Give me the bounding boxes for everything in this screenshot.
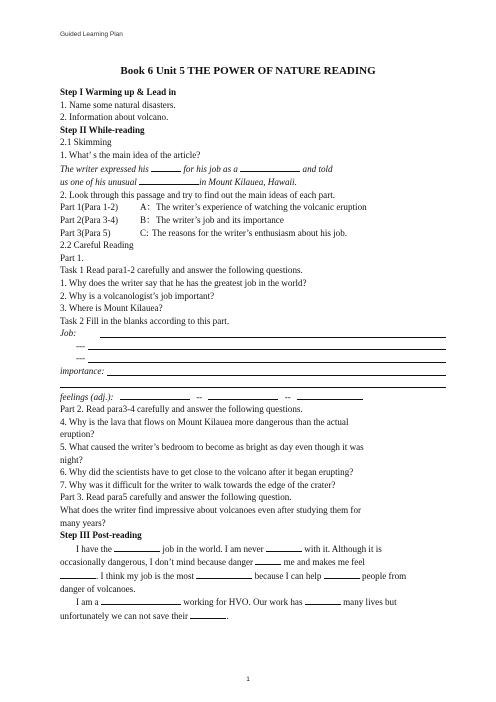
importance-row	[60, 365, 446, 378]
skimming-heading: 2.1 Skimming	[60, 137, 112, 148]
skimming-question-2: 2. Look through this passage and try to find out the main ideas of each part.	[60, 189, 336, 200]
summary-line: danger of volcanoes.	[60, 583, 136, 594]
answer-line[interactable]	[107, 366, 446, 376]
summary-line	[60, 555, 446, 569]
summary-text: because I can help	[254, 570, 322, 581]
answer-line[interactable]	[60, 378, 446, 388]
part-letter: C:	[140, 227, 149, 238]
separator: --	[284, 391, 291, 402]
part1-heading: Part 1.	[60, 252, 84, 263]
summary-text: working for HVO. Our work has	[183, 597, 303, 608]
summary-line	[60, 595, 446, 609]
main-idea-line-1	[60, 162, 446, 176]
feelings-row	[60, 390, 446, 404]
part3-question: many years?	[60, 517, 106, 528]
task1-question: 1. Why does the writer say that he has the greatest job in the world?	[60, 277, 307, 288]
step1-item: 2. Information about volcano.	[60, 112, 169, 123]
main-idea-text: us one of his unusual	[60, 177, 137, 188]
summary-text: .	[226, 610, 229, 621]
skimming-question-1: 1. What’ s the main idea of the article?	[60, 149, 201, 160]
part-letter: A：	[140, 202, 156, 213]
document-title: Book 6 Unit 5 THE POWER OF NATURE READING	[120, 65, 376, 77]
answer-blank[interactable]	[60, 569, 96, 579]
separator: --	[196, 391, 203, 402]
task1-question: 2. Why is a volcanologist’s job important?	[60, 290, 215, 301]
step2-heading: Step II While-reading	[60, 124, 145, 135]
answer-blank[interactable]	[297, 390, 363, 400]
dash-marker: ---	[76, 340, 86, 351]
answer-blank[interactable]	[120, 390, 190, 400]
answer-line[interactable]	[88, 353, 446, 363]
job-row	[60, 340, 446, 353]
summary-line	[60, 569, 446, 583]
step3-heading: Step III Post-reading	[60, 530, 142, 541]
feelings-label: feelings (adj.):	[60, 391, 114, 402]
importance-row	[60, 378, 446, 390]
answer-line[interactable]	[100, 328, 446, 338]
page-header: Guided Learning Plan	[60, 31, 123, 38]
part2-question: 7. Why was it difficult for the writer to walk towards the edge of the crater?	[60, 479, 336, 490]
part-text: The writer’s job and its importance	[156, 214, 284, 225]
job-row	[60, 327, 446, 340]
answer-line[interactable]	[88, 340, 446, 350]
answer-blank[interactable]	[266, 542, 302, 552]
answer-blank[interactable]	[139, 175, 199, 185]
part3-question: What does the writer find impressive about volcanoes even after studying them for	[60, 505, 362, 515]
part2-instruction: Part 2. Read para3-4 carefully and answer the following questions.	[60, 404, 303, 415]
answer-blank[interactable]	[324, 569, 360, 579]
answer-blank[interactable]	[101, 595, 181, 605]
answer-blank[interactable]	[114, 542, 160, 552]
summary-text: occasionally dangerous, I don’t mind because danger	[60, 557, 254, 568]
part2-question: 4. Why is the lava that flows on Mount Kilauea more dangerous than the actual	[60, 416, 349, 427]
summary-text: . I think my job is the most	[96, 570, 195, 581]
answer-blank[interactable]	[196, 569, 252, 579]
worksheet-body	[60, 86, 446, 622]
part3-instruction: Part 3. Read para5 carefully and answer the following question.	[60, 492, 292, 503]
dash-marker: ---	[76, 353, 86, 364]
answer-blank[interactable]	[151, 162, 181, 172]
answer-blank[interactable]	[190, 609, 229, 621]
main-idea-line-2	[60, 175, 446, 189]
answer-blank[interactable]	[208, 390, 278, 400]
main-idea-text: in Mount Kilauea, Hawaii.	[199, 177, 297, 188]
main-idea-text: The writer expressed his	[60, 163, 149, 174]
task1-question: 3. Where is Mount Kilauea?	[60, 303, 163, 314]
part-text: The reasons for the writer’s enthusiasm about his job.	[152, 227, 348, 238]
part-main-idea	[60, 227, 446, 240]
summary-text: me and makes me feel	[283, 557, 365, 568]
answer-blank[interactable]	[255, 555, 281, 565]
part-text: The writer’s experience of watching the volcanic eruption	[156, 202, 367, 213]
summary-text: people from	[362, 570, 407, 581]
summary-text: job in the world. I am never	[162, 543, 264, 554]
step1-heading: Step I Warming up & Lead in	[60, 87, 177, 97]
part2-question: 6. Why did the scientists have to get close to the volcano after it began erupting?	[60, 467, 354, 478]
summary-text: I have the	[76, 543, 112, 554]
summary-text: unfortunately we can not save their	[60, 610, 189, 621]
part-label: Part 1(Para 1-2)	[60, 202, 119, 213]
part2-question: night?	[60, 454, 83, 465]
main-idea-text: for his job as a	[183, 163, 238, 174]
summary-line	[60, 609, 446, 623]
page-number: 1	[246, 676, 250, 683]
summary-text: with it. Although it is	[304, 543, 382, 554]
step1-item: 1. Name some natural disasters.	[60, 99, 176, 110]
answer-blank[interactable]	[240, 162, 300, 172]
main-idea-text: and told	[302, 163, 333, 174]
importance-label: importance:	[60, 366, 105, 377]
part-label: Part 3(Para 5)	[60, 227, 111, 238]
careful-reading-heading: 2.2 Careful Reading	[60, 240, 134, 251]
task1-instruction: Task 1 Read para1-2 carefully and answer the following questions.	[60, 265, 303, 276]
job-row	[60, 352, 446, 365]
job-label: Job:	[60, 328, 77, 339]
task2-instruction: Task 2 Fill in the blanks according to this part.	[60, 315, 230, 326]
part-label: Part 2(Para 3-4)	[60, 214, 119, 225]
part-main-idea	[60, 214, 446, 227]
summary-text: many lives but	[343, 597, 397, 608]
answer-blank[interactable]	[305, 595, 341, 605]
part-letter: B：	[140, 214, 156, 225]
part2-question: eruption?	[60, 429, 95, 440]
part2-question: 5. What caused the writer’s bedroom to become as bright as day even though it was	[60, 442, 364, 453]
summary-line	[60, 542, 446, 556]
part-main-idea	[60, 201, 446, 214]
summary-text: I am a	[76, 597, 99, 608]
